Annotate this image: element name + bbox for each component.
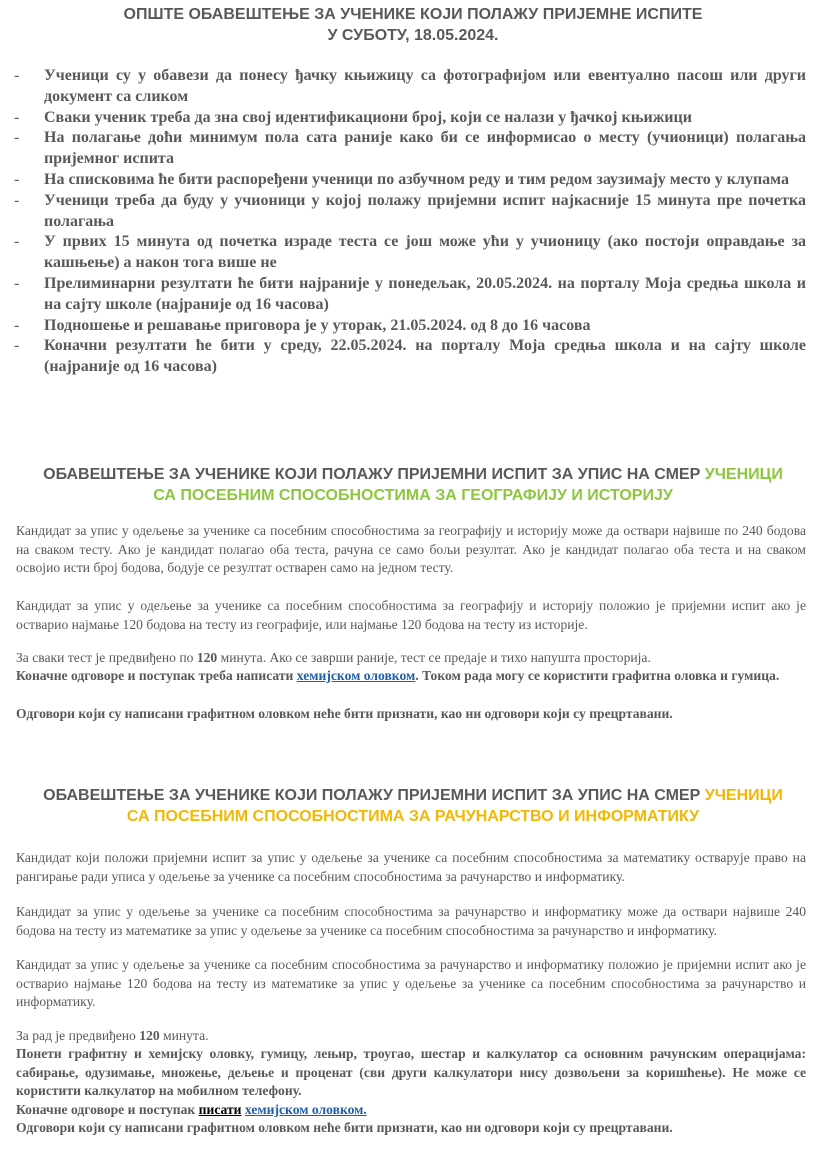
it-paragraph-1: Кандидат који положи пријемни испит за упис у одељење за ученике са посебним способностима за математику остварује право на рангирање ради уписа у одељење за ученике са посебним способностима за рачунарство и информатику. (16, 850, 806, 884)
list-item: - На полагање доћи минимум пола сата раније како би се информисао о месту (учионици) полагања пријемног испита (14, 129, 806, 168)
it-time-note: За рад је предвиђено 120 минута. (16, 1028, 209, 1043)
pen-link[interactable]: хемијском оловком (296, 668, 416, 683)
geo-instructions: Коначне одговоре и поступак треба написати хемијском оловком. Током рада могу се користити графитна оловка и гумица. (16, 668, 780, 683)
list-item: - Коначни резултати ће бити у среду, 22.05.2024. на порталу Моја средња школа и на сајту школе (најраније од 16 часова) (14, 337, 806, 376)
it-section-title-line2: СА ПОСЕБНИМ СПОСОБНОСТИМА ЗА РАЧУНАРСТВО И ИНФОРМАТИКУ (126, 808, 700, 825)
list-item: - Подношење и решавање приговора је у уторак, 21.05.2024. од 8 до 16 часова (14, 316, 591, 334)
it-instructions: Коначне одговоре и поступак писати хемијском оловком. (16, 1102, 367, 1117)
list-item: - На списковима ће бити распоређени ученици по азбучном реду и тим редом заузимају место у клупама (14, 170, 789, 188)
list-item: - У првих 15 минута од почетка израде теста се још може ући у учионицу (ако постоји оправдање за кашњење) а након тога више не (14, 233, 806, 272)
page-title-line2: У СУБОТУ, 18.05.2024. (327, 27, 499, 44)
geo-section-title-line1: ОБАВЕШТЕЊЕ ЗА УЧЕНИКЕ КОЈИ ПОЛАЖУ ПРИЈЕМНИ ИСПИТ ЗА УПИС НА СМЕР УЧЕНИЦИ (43, 466, 783, 483)
general-notice-list (14, 66, 806, 378)
it-tools-note: Понети графитну и хемијску оловку, гумицу, лењир, троугао, шестар и калкулатор са основним рачунским операцијама: сабирање, одузимање, множење, дељење и проценат (сви други калкулатори нису дозвољени за коришћење). Не може се користити калкулатор на мобилном телефону. (16, 1046, 806, 1099)
list-item: - Сваки ученик треба да зна свој идентификациони број, који се налази у ђачкој књижици (14, 108, 692, 126)
it-paragraph-3: Кандидат за упис у одељење за ученике са посебним способностима за рачунарство и информатику положио је пријемни испит ако је остварио најмање 120 бодова на тесту из математике за упис у одељење за ученике са посебним способностима за рачунарство и информатику. (16, 957, 806, 1010)
list-item: - Прелиминарни резултати ће бити најраније у понедељак, 20.05.2024. на порталу Моја средња школа и на сајту школе (најраније од 16 часова) (14, 274, 806, 313)
list-item: - Ученици су у обавези да понесу ђачку књижицу са фотографијом или евентуално пасош или други документ са сликом (14, 67, 806, 105)
pen-link[interactable]: хемијском оловком. (244, 1102, 367, 1117)
it-section-title-line1: ОБАВЕШТЕЊЕ ЗА УЧЕНИКЕ КОЈИ ПОЛАЖУ ПРИЈЕМНИ ИСПИТ ЗА УПИС НА СМЕР УЧЕНИЦИ (43, 787, 783, 804)
it-title-highlight: УЧЕНИЦИ (704, 787, 783, 804)
geo-pencil-note: Одговори који су написани графитном оловком неће бити признати, као ни одговори који су прецртавани. (16, 706, 673, 721)
it-pencil-note: Одговори који су написани графитном оловком неће бити признати, као ни одговори који су прецртавани. (16, 1120, 673, 1135)
page-title-line1: ОПШТЕ ОБАВЕШТЕЊЕ ЗА УЧЕНИКЕ КОЈИ ПОЛАЖУ ПРИЈЕМНЕ ИСПИТЕ (123, 6, 703, 23)
geo-time-note: За сваки тест је предвиђено по 120 минута. Ако се заврши раније, тест се предаје и тихо напушта просторија. (16, 650, 651, 665)
geo-paragraph-1: Кандидат за упис у одељење за ученике са посебним способностима за географију и историју може да оствари највише по 240 бодова на сваком тесту. Ако је кандидат полагао оба теста, рачуна се само бољи резултат. Ако је кандидат полагао оба теста и на сваком освојио исти број бодова, бодује се резултат остварен само на једном тесту. (16, 523, 806, 576)
geo-section-title-line2: СА ПОСЕБНИМ СПОСОБНОСТИМА ЗА ГЕОГРАФИЈУ И ИСТОРИЈУ (153, 487, 673, 504)
geo-title-highlight: УЧЕНИЦИ (704, 466, 783, 483)
list-item: - Ученици треба да буду у учионици у којој полажу пријемни испит најкасније 15 минута пре почетка полагања (14, 191, 806, 230)
geo-paragraph-2: Кандидат за упис у одељење за ученике са посебним способностима за географију и историју положио је пријемни испит ако је остварио најмање 120 бодова на тесту из географије, или најмање 120 бодова на тесту из историје. (16, 598, 806, 632)
it-paragraph-2: Кандидат за упис у одељење за ученике са посебним способностима за рачунарство и информатику може да оствари највише 240 бодова на тесту из математике за упис у одељење за ученике са посебним способностима за рачунарство и информатику. (16, 904, 806, 938)
